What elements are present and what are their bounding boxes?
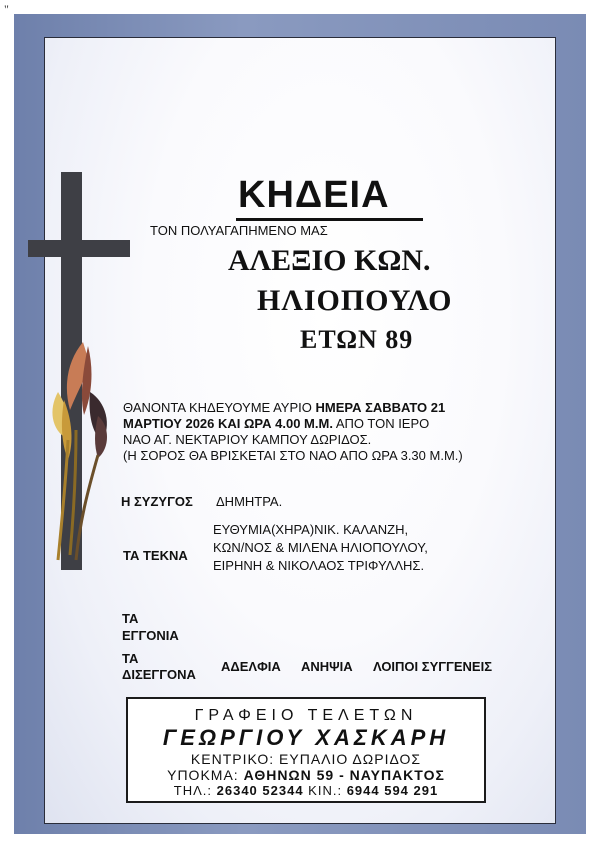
cross-lily-decoration [28, 170, 138, 570]
announcement-line1-a: ΘΑΝΟΝΤΑ ΚΗΔΕΥΟΥΜΕ ΑΥΡΙΟ [123, 400, 316, 415]
announcement-line4: (Η ΣΟΡΟΣ ΘΑ ΒΡΙΣΚΕΤΑΙ ΣΤΟ ΝΑΟ ΑΠΟ ΩΡΑ 3.30 Μ.Μ.) [123, 448, 463, 463]
announcement-line2-b: ΑΠΟ ΤΟΝ ΙΕΡΟ [332, 416, 430, 431]
subtitle: ΤΟΝ ΠΟΛΥΑΓΑΠΗΜΕΝΟ ΜΑΣ [150, 223, 328, 238]
children-line3: ΕΙΡΗΝΗ & ΝΙΚΟΛΑΟΣ ΤΡΙΦΥΛΛΗΣ. [213, 558, 425, 573]
undertaker-name: ΓΕΩΡΓΙΟΥ ΧΑΣΚΑΡΗ [162, 725, 450, 750]
undertaker-box [126, 697, 486, 803]
relatives-nephews: ΑΝΗΨΙΑ [301, 659, 353, 674]
undertaker-branch [128, 767, 484, 783]
undertaker-headquarters: ΚΕΝΤΡΙΚΟ: ΕΥΠΑΛΙΟ ΔΩΡΙΔΟΣ [190, 751, 422, 767]
branch-address: ΑΘΗΝΩΝ 59 - ΝΑΥΠΑΚΤΟΣ [243, 767, 445, 783]
phone-number: 26340 52344 [216, 783, 304, 798]
greatgrand-label-2: ΔΙΣΕΓΓΟΝΑ [122, 667, 196, 682]
mobile-number: 6944 594 291 [346, 783, 439, 798]
children-line1: ΕΥΘΥΜΙΑ(ΧΗΡΑ)ΝΙΚ. ΚΑΛΑΝΖΗ, [213, 522, 409, 537]
branch-label: ΥΠΟΚΜΑ: [167, 767, 244, 783]
announcement-line2-a: ΜΑΡΤΙΟΥ 2026 ΚΑΙ ΩΡΑ 4.00 Μ.Μ. [123, 416, 333, 431]
greatgrand-label-1: ΤΑ [122, 651, 139, 666]
corner-mark: " [4, 2, 9, 16]
phone-label: ΤΗΛ.: [173, 783, 217, 798]
deceased-name-line2: ΗΛΙΟΠΟΥΛΟ [257, 284, 453, 317]
deceased-name-line1: ΑΛΕΞΙΟ ΚΩΝ. [228, 244, 431, 277]
announcement-line3: ΝΑΟ ΑΓ. ΝΕΚΤΑΡΙΟΥ ΚΑΜΠΟΥ ΔΩΡΙΔΟΣ. [123, 432, 372, 447]
announcement-line1-b: ΗΜΕΡΑ ΣΑΒΒΑΤΟ 21 [315, 400, 446, 415]
announcement-line1 [123, 400, 445, 415]
relatives-siblings: ΑΔΕΛΦΙΑ [221, 659, 281, 674]
children-label: ΤΑ ΤΕΚΝΑ [123, 548, 188, 563]
undertaker-phones [128, 783, 484, 798]
page-title: ΚΗΔΕΙΑ [238, 174, 390, 216]
title-underline [236, 218, 423, 221]
grandchildren-label-1: ΤΑ [122, 611, 139, 626]
spouse-value: ΔΗΜΗΤΡΑ. [216, 494, 283, 509]
deceased-age: ΕΤΩΝ 89 [300, 325, 414, 354]
children-line2: ΚΩΝ/ΝΟΣ & ΜΙΛΕΝΑ ΗΛΙΟΠΟΥΛΟΥ, [213, 540, 428, 555]
undertaker-line1: ΓΡΑΦΕΙΟ ΤΕΛΕΤΩΝ [194, 707, 418, 724]
announcement-line2 [123, 416, 429, 431]
relatives-others: ΛΟΙΠΟΙ ΣΥΓΓΕΝΕΙΣ [373, 659, 493, 674]
grandchildren-label-2: ΕΓΓΟΝΙΑ [122, 628, 179, 643]
spouse-label: Η ΣΥΖΥΓΟΣ [121, 494, 193, 509]
mobile-label: ΚΙΝ.: [303, 783, 347, 798]
